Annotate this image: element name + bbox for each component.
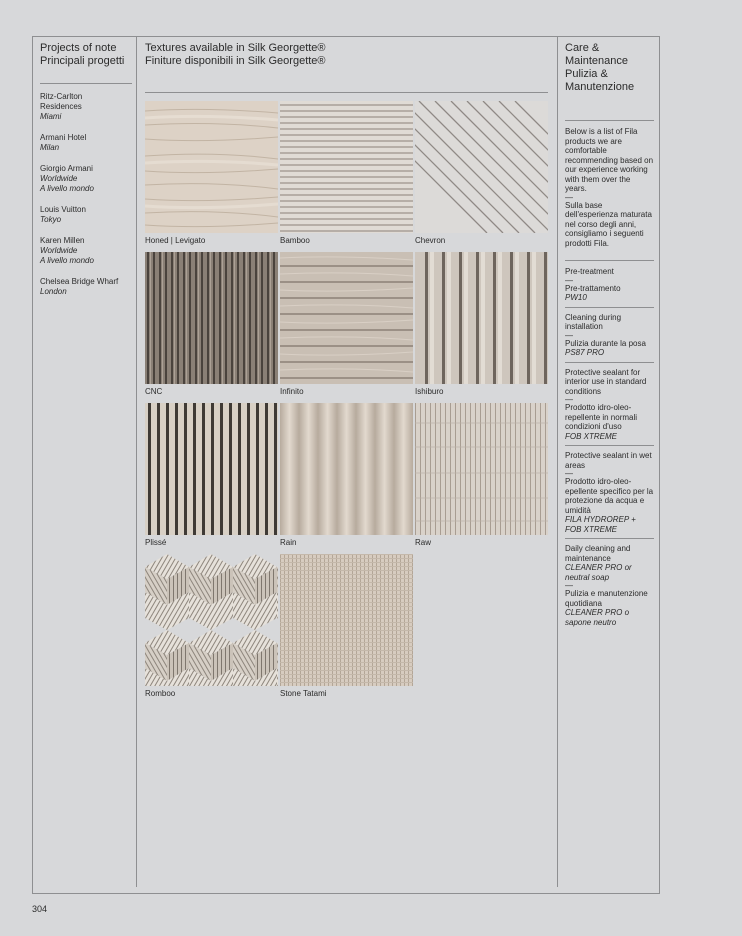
project-name: Ritz-Carlton Residences — [40, 92, 83, 111]
care-column — [565, 42, 654, 627]
care-section — [565, 313, 654, 358]
care-section-en: Daily cleaning and maintenance — [565, 544, 631, 563]
project-location: Worldwide — [40, 174, 78, 183]
divider — [565, 362, 654, 363]
column-divider-left — [136, 36, 137, 887]
projects-list — [40, 92, 132, 297]
care-product: FILA HYDROREP + FOB XTREME — [565, 515, 636, 534]
dash: — — [565, 395, 573, 404]
care-section-en: Protective sealant for interior use in standard conditions — [565, 367, 647, 396]
texture-label: Romboo — [145, 689, 176, 698]
page-number: 304 — [32, 904, 48, 914]
project-item — [40, 133, 132, 153]
care-section-it: Prodotto idro-oleo-repellente in normali condizioni d'uso — [565, 403, 638, 431]
projects-title-en: Projects of note — [40, 42, 117, 54]
texture-tile-bamboo[interactable] — [280, 101, 413, 246]
care-intro-it: Sulla base dell'esperienza maturata nel corso degli anni, consigliamo i seguenti prodotti Fila. — [565, 200, 652, 248]
dash: — — [565, 581, 573, 590]
project-item — [40, 92, 132, 122]
care-title-it-2: Manutenzione — [565, 81, 635, 93]
care-product: FOB XTREME — [565, 431, 618, 441]
project-location: Tokyo — [40, 215, 62, 224]
texture-tile-plisse[interactable] — [145, 403, 278, 548]
texture-swatch-infinito — [280, 252, 413, 384]
project-location: Milan — [40, 143, 60, 152]
divider — [565, 538, 654, 539]
care-section — [565, 451, 654, 534]
care-section-en: Pre-treatment — [565, 267, 614, 276]
projects-title-it: Principali progetti — [40, 55, 125, 67]
dash: — — [565, 192, 573, 202]
texture-label: Ishiburo — [415, 387, 444, 396]
project-item — [40, 164, 132, 194]
texture-label: Honed | Levigato — [145, 236, 206, 245]
care-section — [565, 267, 654, 303]
project-location: Worldwide — [40, 246, 78, 255]
project-location-it: A livello mondo — [40, 256, 94, 265]
texture-label: Chevron — [415, 236, 446, 245]
care-section-en: Cleaning during installation — [565, 312, 622, 331]
project-name: Karen Millen — [40, 236, 85, 245]
project-item — [40, 277, 132, 297]
project-name: Armani Hotel — [40, 133, 87, 142]
divider — [565, 120, 654, 121]
care-title-en-1: Care & — [565, 42, 600, 54]
care-section — [565, 368, 654, 442]
care-product: PS87 PRO — [565, 348, 605, 357]
texture-label: CNC — [145, 387, 163, 396]
divider — [565, 445, 654, 446]
textures-title-it: Finiture disponibili in Silk Georgette® — [145, 55, 326, 67]
divider — [565, 307, 654, 308]
texture-swatch-rain — [280, 403, 413, 535]
care-section-it: Prodotto idro-oleo-epellente specifico per la protezione da acqua e umidità — [565, 477, 654, 515]
care-title-en-2: Maintenance — [565, 55, 628, 67]
care-section-it: Pulizia e manutenzione quotidiana — [565, 589, 648, 608]
project-name: Giorgio Armani — [40, 164, 93, 173]
texture-swatch-cnc — [145, 252, 278, 384]
texture-label: Infinito — [280, 387, 304, 396]
texture-label: Rain — [280, 538, 297, 547]
texture-label: Plissé — [145, 538, 167, 547]
texture-tile-tatami[interactable] — [280, 554, 413, 699]
care-product: PW10 — [565, 293, 587, 302]
texture-tile-romboo[interactable] — [145, 554, 278, 699]
project-location: London — [40, 287, 67, 296]
care-intro-en: Below is a list of Fila products we are comfortable recommending based on our experience working with them over the years. — [565, 127, 654, 193]
care-section — [565, 544, 654, 627]
texture-swatch-bamboo — [280, 101, 413, 233]
dash: — — [565, 330, 573, 340]
dash: — — [565, 469, 573, 478]
texture-tile-raw[interactable] — [415, 403, 548, 548]
project-name: Chelsea Bridge Wharf — [40, 277, 119, 286]
divider — [40, 83, 132, 84]
texture-swatch-raw — [415, 403, 548, 535]
divider — [145, 92, 548, 93]
care-product: CLEANER PRO o sapone neutro — [565, 608, 630, 627]
texture-tile-cnc[interactable] — [145, 252, 278, 397]
project-name: Louis Vuitton — [40, 205, 86, 214]
textures-title-en: Textures available in Silk Georgette® — [145, 42, 326, 54]
divider — [565, 260, 654, 261]
texture-swatch-plisse — [145, 403, 278, 535]
textures-header — [145, 42, 548, 93]
texture-swatch-tatami — [280, 554, 413, 686]
care-section-it: Pre-trattamento — [565, 283, 621, 293]
project-location: Miami — [40, 112, 62, 121]
care-section-it: Pulizia durante la posa — [565, 338, 646, 348]
care-section-en: Protective sealant in wet areas — [565, 451, 652, 470]
texture-tile-honed[interactable] — [145, 101, 278, 246]
texture-tile-ishiburo[interactable] — [415, 252, 548, 397]
project-item — [40, 236, 132, 266]
texture-label: Stone Tatami — [280, 689, 327, 698]
projects-column — [40, 42, 132, 308]
texture-label: Bamboo — [280, 236, 310, 245]
texture-swatch-ishiburo — [415, 252, 548, 384]
care-title-it-1: Pulizia & — [565, 68, 608, 80]
texture-tile-chevron[interactable] — [415, 101, 548, 246]
dash: — — [565, 275, 573, 285]
project-location-it: A livello mondo — [40, 184, 94, 193]
column-divider-right — [557, 36, 558, 887]
texture-swatch-honed — [145, 101, 278, 233]
texture-tile-rain[interactable] — [280, 403, 413, 548]
project-item — [40, 205, 132, 225]
texture-swatch-romboo — [145, 554, 278, 686]
texture-label: Raw — [415, 538, 432, 547]
care-product-en: CLEANER PRO or neutral soap — [565, 563, 632, 582]
texture-tile-infinito[interactable] — [280, 252, 413, 397]
texture-swatch-chevron — [415, 101, 548, 233]
